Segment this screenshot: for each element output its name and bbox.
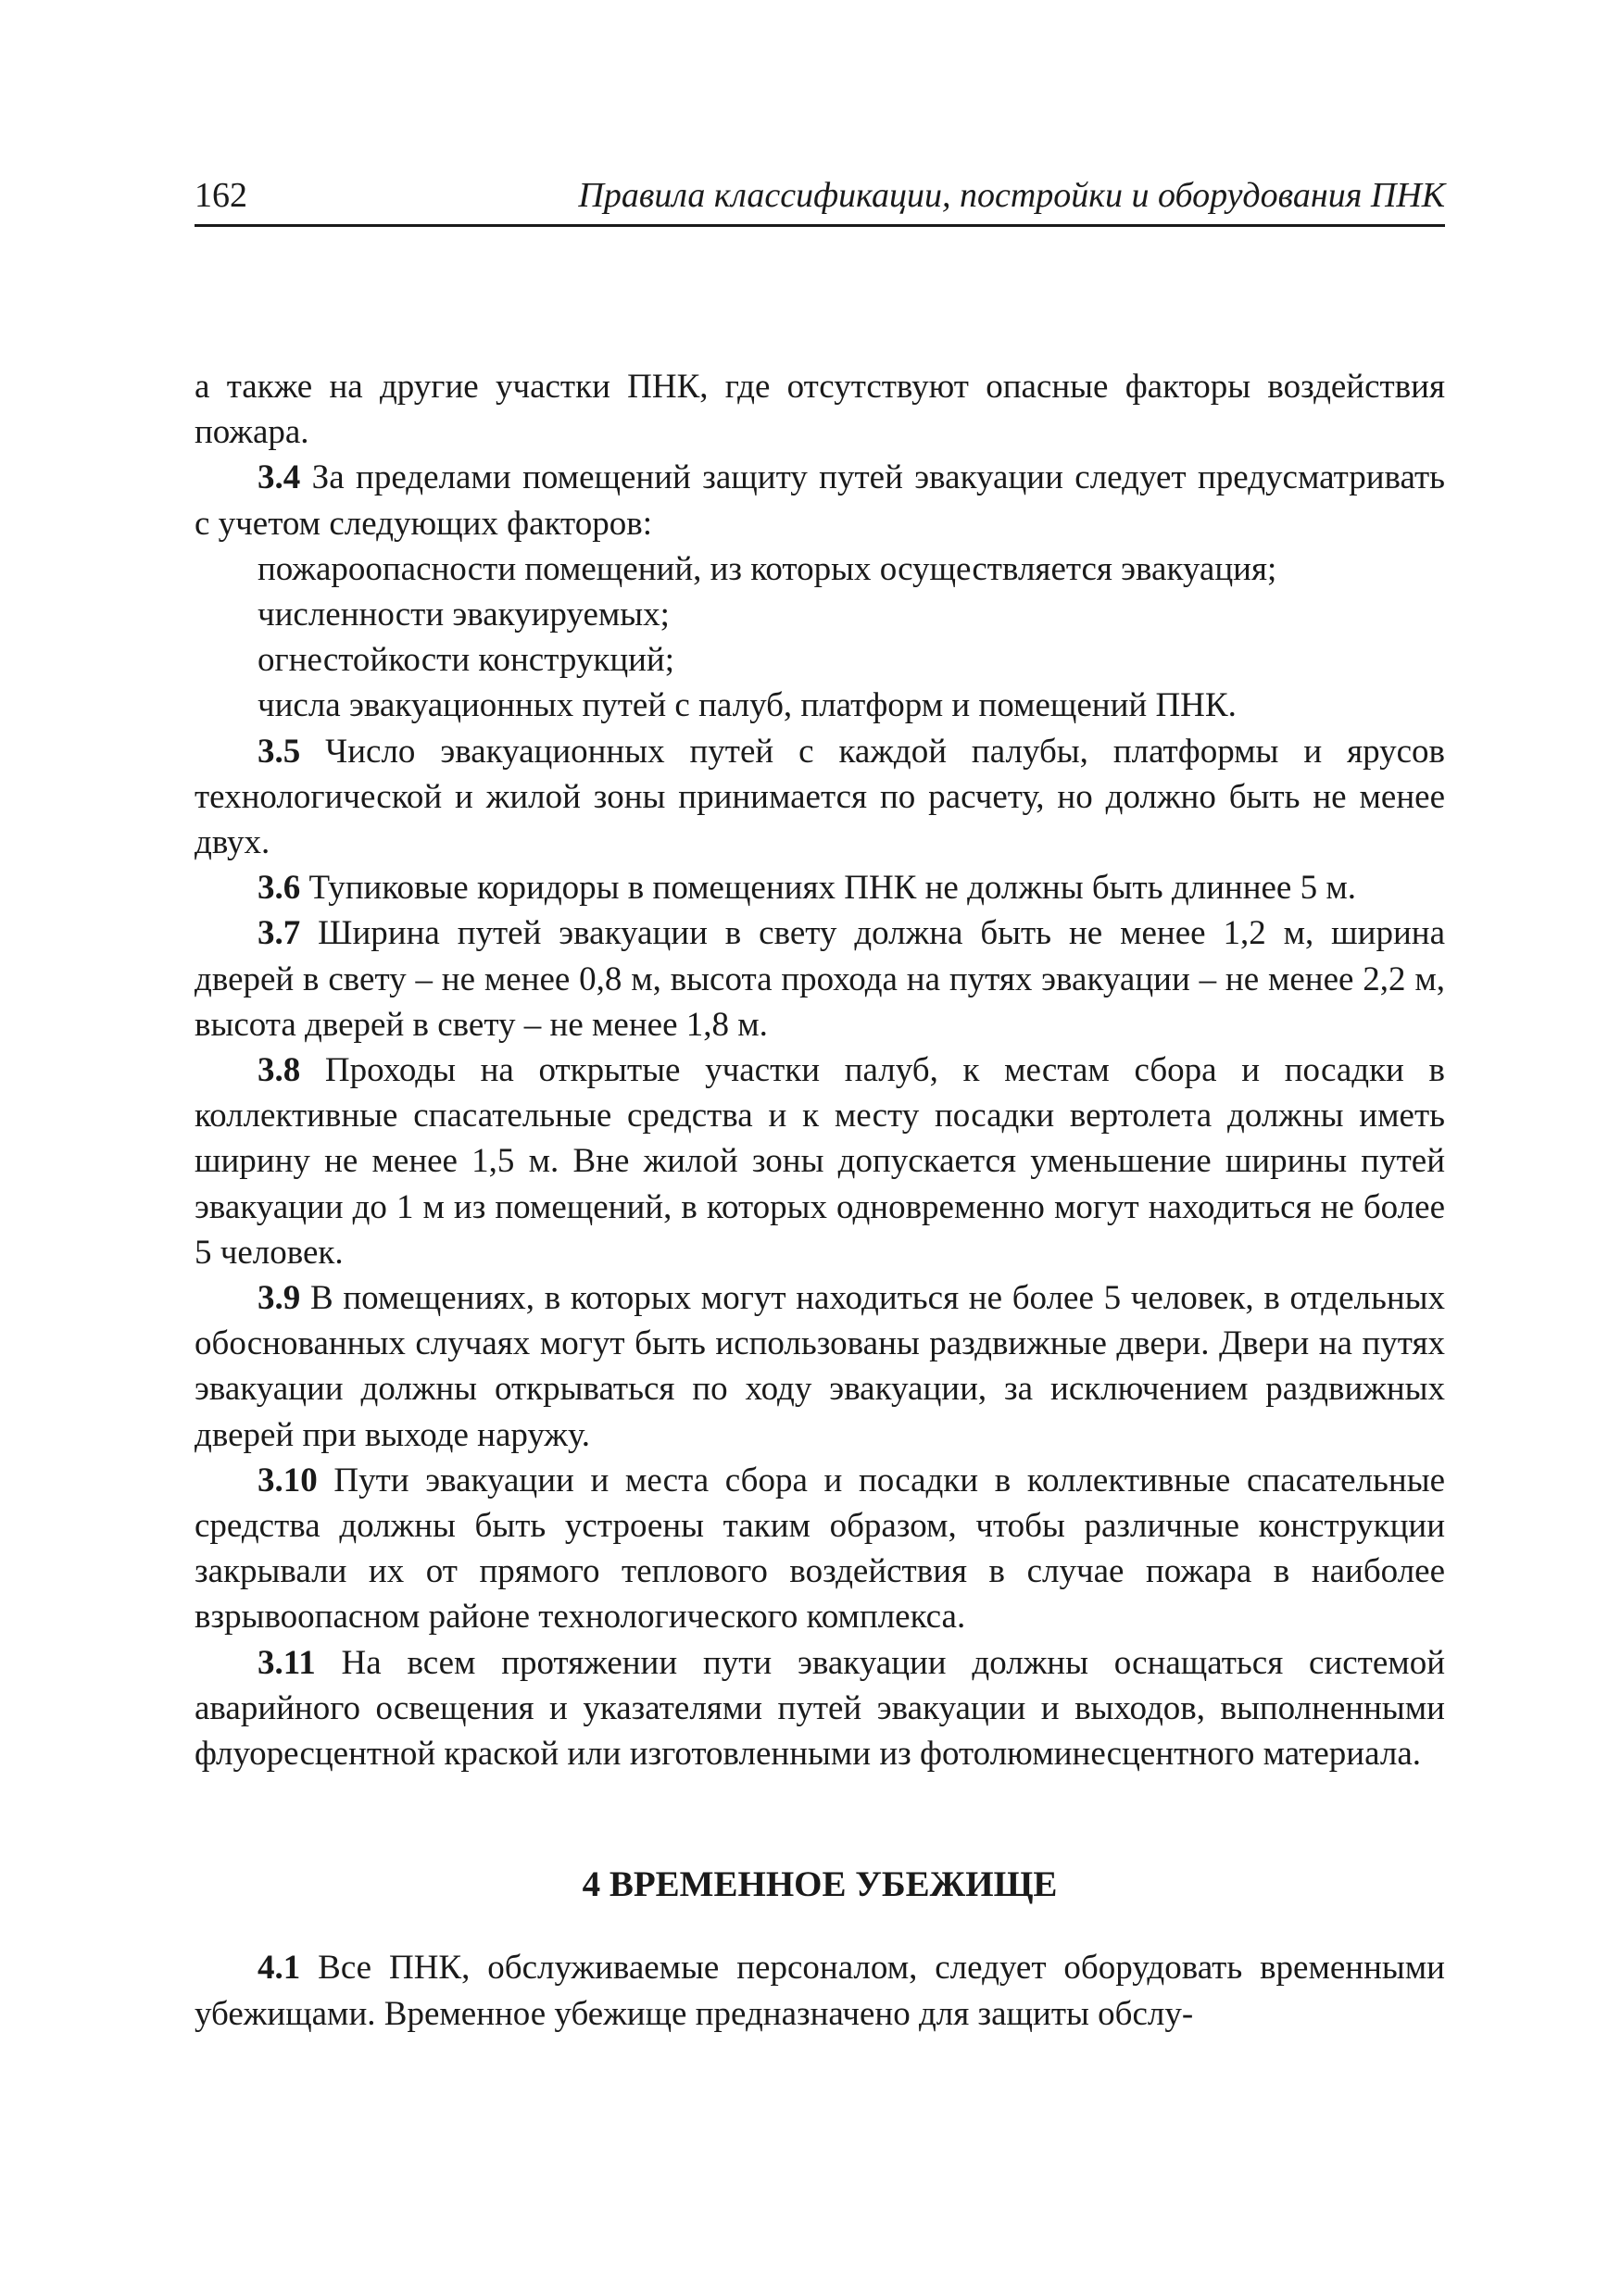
paragraph-3-5 (195, 729, 1445, 866)
factor-list-item: огнестойкости конструкций; (258, 641, 674, 680)
paragraph-3-6 (195, 865, 1445, 910)
clause-number: 4.1 (258, 1949, 301, 1988)
clause-text: Пути эвакуации и места сбора и посадки в коллективные спасательные средства должны быть устроены таким образом, чтобы различные конструкции закрывали их от прямого теплового воздействия в случае пожара в наиболее взрывоопасном районе технологического комплекса. (195, 1461, 1445, 1637)
clause-number: 3.5 (258, 732, 301, 771)
factor-list-item: численности эвакуируемых; (258, 596, 670, 634)
paragraph-3-4 (195, 455, 1445, 546)
clause-text: Все ПНК, обслуживаемые персоналом, следует оборудовать временными убежищами. Временное убежище предназначено для защиты обслу- (195, 1949, 1445, 2033)
clause-text: Ширина путей эвакуации в свету должна быть не менее 1,2 м, ширина дверей в свету – не менее 0,8 м, высота прохода на путях эвакуации – не менее 2,2 м, высота дверей в свету – не менее 1,8 м. (195, 914, 1445, 1044)
paragraph-3-11 (195, 1640, 1445, 1777)
clause-text: За пределами помещений защиту путей эвакуации следует предусматривать с учетом следующих факторов: (195, 458, 1445, 543)
body-text (195, 364, 1445, 2037)
clause-number: 3.10 (258, 1461, 318, 1499)
paragraph-3-8 (195, 1048, 1445, 1275)
paragraph-3-7 (195, 910, 1445, 1048)
clause-number: 3.11 (258, 1643, 316, 1682)
paragraph-continuation: а также на другие участки ПНК, где отсутствуют опасные факторы воздействия пожара. (195, 368, 1445, 452)
running-title: Правила классификации, постройки и оборудования ПНК (578, 176, 1445, 215)
clause-text: На всем протяжении пути эвакуации должны оснащаться системой аварийного освещения и указателями путей эвакуации и выходов, выполненными флуоресцентной краской или изготовленными из фотолюминесцентного материала. (195, 1643, 1445, 1774)
running-header (195, 167, 1445, 227)
clause-number: 3.4 (258, 458, 301, 497)
factor-list-item: пожароопасности помещений, из которых осуществляется эвакуация; (258, 549, 1277, 588)
clause-number: 3.9 (258, 1279, 301, 1318)
clause-number: 3.7 (258, 914, 301, 953)
clause-text: Тупиковые коридоры в помещениях ПНК не должны быть длиннее 5 м. (300, 869, 1357, 908)
clause-text: Число эвакуационных путей с каждой палубы, платформы и ярусов технологической и жилой зоны принимается по расчету, но должно быть не менее двух. (195, 732, 1445, 862)
paragraph-3-10 (195, 1458, 1445, 1640)
clause-number: 3.6 (258, 869, 301, 908)
section-heading: 4 ВРЕМЕННОЕ УБЕЖИЩЕ (582, 1864, 1058, 1905)
paragraph-4-1 (195, 1945, 1445, 2036)
clause-text: В помещениях, в которых могут находиться не более 5 человек, в отдельных обоснованных случаях могут быть использованы раздвижные двери. Двери на путях эвакуации должны открываться по ходу эвакуации, за исключением раздвижных дверей при выходе наружу. (195, 1279, 1445, 1454)
factor-list-item: числа эвакуационных путей с палуб, платформ и помещений ПНК. (258, 686, 1237, 725)
paragraph-3-9 (195, 1275, 1445, 1458)
clause-number: 3.8 (258, 1051, 301, 1090)
document-page (195, 167, 1445, 2037)
page-number: 162 (195, 176, 247, 215)
clause-text: Проходы на открытые участки палуб, к местам сбора и посадки в коллективные спасательные средства и к месту посадки вертолета должны иметь ширину не менее 1,5 м. Вне жилой зоны допускается уменьшение ширины путей эвакуации до 1 м из помещений, в которых одновременно могут находиться не более 5 человек. (195, 1051, 1445, 1272)
